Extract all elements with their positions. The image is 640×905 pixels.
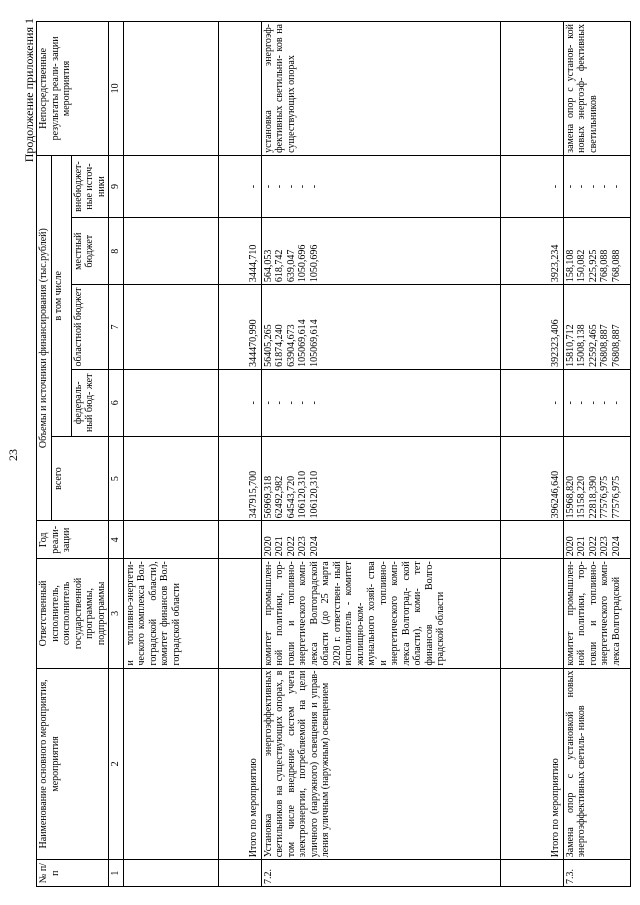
year: 2022 [587,536,599,557]
amount: - [308,184,320,189]
amount: 77576,975 [599,475,610,519]
amount: - [564,184,576,189]
amount: 1050,696 [308,244,320,283]
amount: 15968,820 [564,475,576,519]
amount: 768,088 [610,249,622,283]
amount: 225,925 [587,249,599,283]
page-number: 23 [6,449,20,461]
hdr-incl: в том числе [51,155,71,436]
col-num: 4 [109,521,124,559]
extra-cell [261,155,500,217]
amount: - [587,401,599,405]
amount: - [564,401,576,405]
responsible: комитет промышлен- ной политики, тор- говли и топливно- энергетического комп- лекса Волгоградской области (до 25 марта 2020 г. ответствен- ный исполнитель - комитет жилищно-ком- мунального хозяй- ства и топливно- энергетического комп- лекса Волгоград- ской области), коми- тет финансов Волго- градской области [261,559,500,668]
amount: - [285,401,297,405]
amount: - [599,184,610,189]
col-num: 3 [109,559,124,668]
responsible: комитет промышлен- ной политики, тор- говли и топливно- энергетического комп- лекса Волгоградской [563,559,630,668]
hdr-no: № п/п [37,860,109,887]
amount: - [610,401,622,405]
hdr-federal: федераль- ный бюд- жет [71,369,109,436]
amount: 76808,887 [610,324,622,367]
year: 2021 [274,536,285,557]
years-cell [563,521,630,559]
hdr-total: всего [51,436,109,521]
table-row [218,22,261,887]
amount: - [262,401,274,405]
amount: - [274,184,285,189]
amount: 106120,310 [308,470,320,519]
amount: 106120,310 [297,470,308,519]
amount: - [274,401,285,405]
total-cell [563,436,630,521]
year: 2024 [308,536,320,557]
hdr-year: Год реали- зации [37,521,109,559]
total-regional: 344470,990 [218,285,261,370]
amount: - [297,184,308,189]
col-num: 6 [109,369,124,436]
col-num: 7 [109,285,124,370]
amount: - [610,184,622,189]
years-cell [261,521,500,559]
amount: 56405,265 [262,324,274,367]
total-extra: - [500,155,563,217]
total-federal: - [500,369,563,436]
year: 2020 [564,536,576,557]
table-row [261,22,500,887]
measure-name: Установка энергоэффективных светильников на существующих опорах, в том числе внедрение систем учета электроэнергии, потребляемой на цели уличного (наружного) освещения и управ- ления уличным (наружным) освещением [261,668,500,860]
hdr-funding: Объемы и источники финансирования (тыс.рублей) [37,155,52,521]
result: замена опор с установ- кой новых энергоэф- фективных светильников [563,22,630,156]
amount: - [599,401,610,405]
col-num: 9 [109,155,124,217]
federal-cell [563,369,630,436]
federal-cell [261,369,500,436]
col-num: 2 [109,668,124,860]
total-local: 3923,234 [500,218,563,285]
hdr-local: местный бюджет [71,218,109,285]
amount: 158,108 [564,249,576,283]
total-regional: 392323,406 [500,285,563,370]
table-row [500,22,563,887]
hdr-result: Непосредственные результаты реали- зации мероприятия [37,22,109,156]
total-federal: - [218,369,261,436]
total-label: Итого по мероприятию [500,668,563,860]
row-no: 7.3. [563,860,630,887]
amount: - [285,184,297,189]
hdr-name: Наименование основного мероприятия, мероприятия [37,668,109,860]
continuation-note: Продолжение приложения 1 [22,18,36,163]
year: 2023 [297,536,308,557]
table-row [563,22,630,887]
total-value: 347915,700 [218,436,261,521]
program-table [36,21,631,887]
total-label: Итого по мероприятию [218,668,261,860]
table-row [123,22,218,887]
year: 2020 [262,536,274,557]
extra-cell [563,155,630,217]
col-num: 1 [109,860,124,887]
amount: 564,053 [262,249,274,283]
year: 2021 [576,536,587,557]
column-numbers-row [109,22,124,887]
amount: 105069,614 [308,319,320,367]
total-extra: - [218,155,261,217]
year: 2022 [285,536,297,557]
amount: 15810,712 [564,324,576,367]
amount: 63904,673 [285,324,297,367]
amount: 56969,318 [262,475,274,519]
amount: 15158,220 [576,475,587,519]
year: 2023 [599,536,610,557]
regional-cell [563,285,630,370]
amount: 105069,614 [297,319,308,367]
amount: 76808,887 [599,324,610,367]
amount: 150,082 [576,249,587,283]
amount: 22818,390 [587,475,599,519]
total-cell [261,436,500,521]
amount: - [308,401,320,405]
resp-continued: и топливно-энергети- ческого комплекса Вол- гоградской области), комитет финансов Вол- гоградской области [123,559,218,668]
hdr-resp: Ответственный исполнитель, соисполнитель государственной программы, подпрограммы [37,559,109,668]
measure-name: Замена опор с установкой новых энергоэффективных светиль- ников [563,668,630,860]
amount: - [576,184,587,189]
col-num: 10 [109,22,124,156]
amount: - [297,401,308,405]
amount: 22592,465 [587,324,599,367]
row-no: 7.2. [261,860,500,887]
amount: - [587,184,599,189]
local-cell [261,218,500,285]
regional-cell [261,285,500,370]
amount: 639,047 [285,249,297,283]
header-row-1 [37,22,52,887]
amount: 77576,975 [610,475,622,519]
total-local: 3444,710 [218,218,261,285]
amount: 768,088 [599,249,610,283]
amount: - [576,401,587,405]
amount: 64543,720 [285,475,297,519]
hdr-extra: внебюджет- ные источ- ники [71,155,109,217]
col-num: 5 [109,436,124,521]
amount: 15008,138 [576,324,587,367]
result: установка энергоэф- фективных светильни- ков на существующих опорах [261,22,500,156]
hdr-regional: областной бюджет [71,285,109,370]
amount: 62492,982 [274,475,285,519]
amount: 61874,240 [274,324,285,367]
amount: 618,742 [274,249,285,283]
amount: - [262,184,274,189]
total-value: 396246,640 [500,436,563,521]
amount: 1050,696 [297,244,308,283]
year: 2024 [610,536,622,557]
col-num: 8 [109,218,124,285]
local-cell [563,218,630,285]
